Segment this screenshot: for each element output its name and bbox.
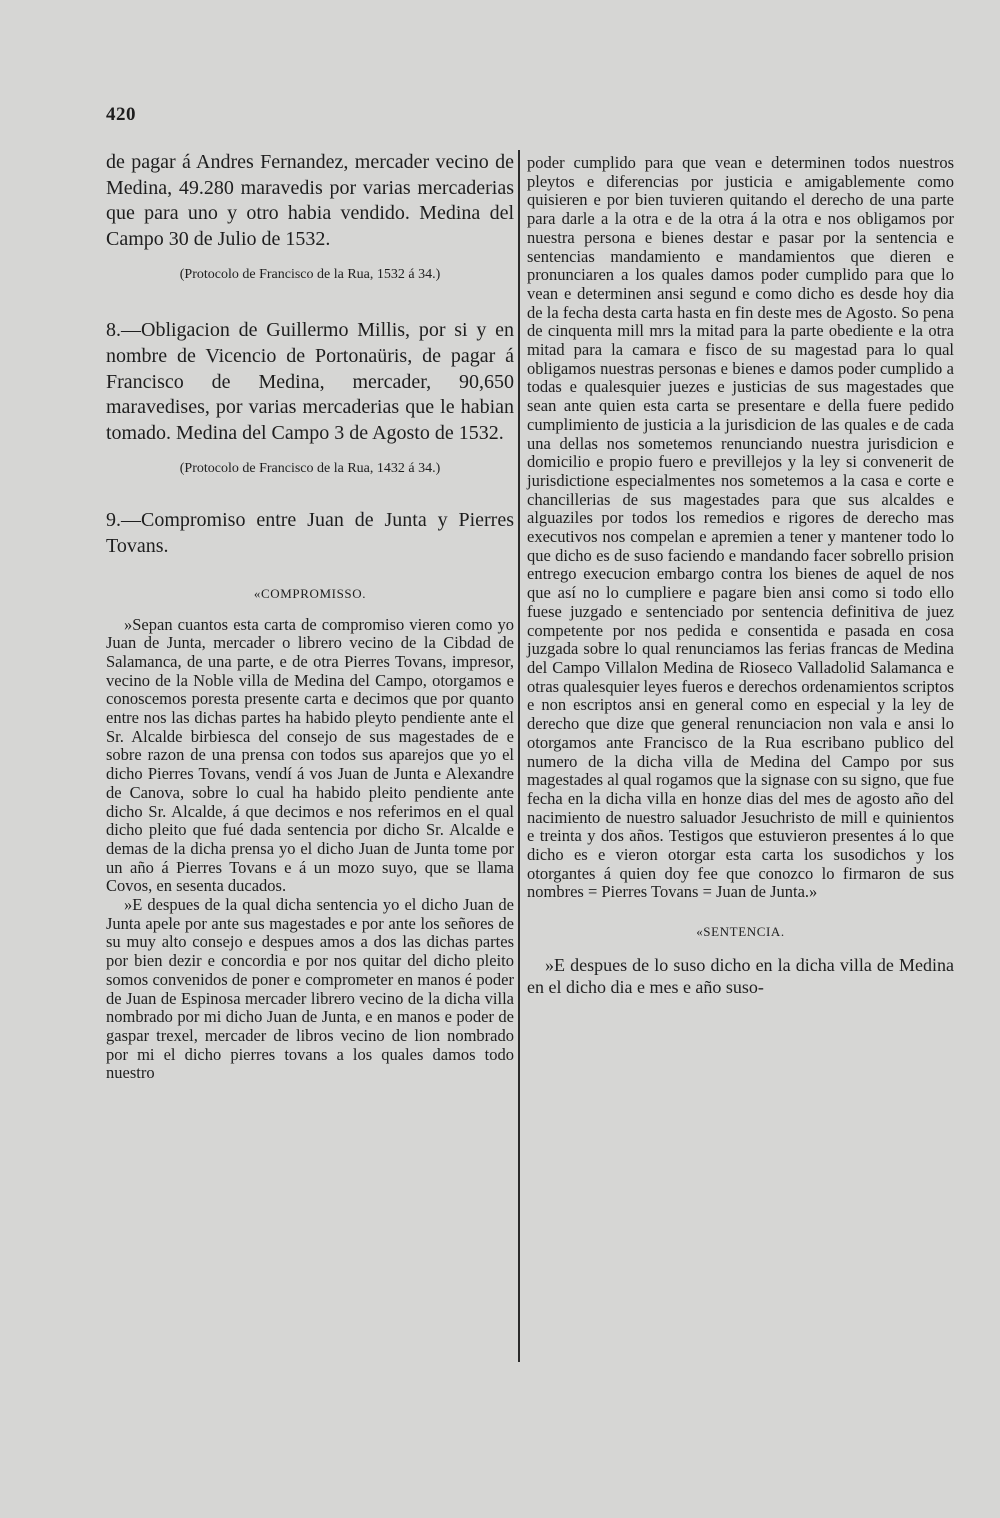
column-divider xyxy=(518,150,520,1362)
compromisso-continuation: poder cumplido para que vean e determinen todos nuestros pleytos e diferencias por justicia e amigablemente como quisieren e por bien tuvieren quitando el derecho de una parte para darle a la otra e de la otra á la otra e nos obligamos por nuestra persona e bienes destar e pasar por la sentencia e sentencias mandamiento e mandamientos que dieren e pronunciaren a los quales damos poder cumplido para que lo vean e determinen ansi segund e como dicho es desde hoy dia de la fecha desta carta hasta en fin deste mes de Agosto. So pena de cinquenta mill mrs la mitad para la parte obediente e la otra mitad para la camara e fisco de su magestad para lo qual obligamos nuestras personas e bienes e damos poder cumplido a todas e qualesquier juezes e justicias de sus magestades que sean ante quien esta carta se presentare e della fuere pedido cumplimiento de justicia a la jurisdicion de las quales e de cada una dellas nos sometemos renunciando nuestra jurisdicion e domicilio e propio fuero e previllejos y la ley si convenerit de jurisdictione especialmentes nos sometemos a la casa e corte e chancillerias de sus magestades para que sus alcaldes e alguaziles por todos los remedios e rigores de derecho mas executivos nos compelan e apremien a tener y mantener todo lo que dicho es de suso faciendo e mandando facer sobrello prision entrego execucion embargo contra los bienes de aquel de nos que así no lo cumpliere e pagare bien ansi como si todo ello fuese juzgado e sentenciado por sentencia definitiva de juez competente por nos pedida e consentida e pasada en cosa juzgada sobre lo qual renunciamos las ferias francas de Medina del Campo Villalon Medina de Rioseco Valladolid Salamanca e otras qualesquier leyes fueros e derechos ordenamientos scriptos e non escriptos ansi en general como en especial y la ley de derecho que dize que general renunciacion non vala e ansi lo otorgamos ante Francisco de la Rua escribano publico del numero de la dicha villa de Medina del Campo por sus magestades al qual rogamos que la signase con su signo, que fue fecha en la dicha villa en honze dias del mes de agosto año del nacimiento de nuestro saluador Jesuchristo de mill e quinientos e treinta y dos años. Testigos que estuvieron presentes á lo que dicho es e vieron otorgar esta carta los susodichos y los otorgantes á quien doy fee que conozco lo firmaron de sus nombres = Pierres Tovans = Juan de Junta.» xyxy=(527,153,954,902)
reference-1: (Protocolo de Francisco de la Rua, 1532 á 34.) xyxy=(179,267,441,283)
compromisso-paragraph-2: »E despues de la qual dicha sentencia yo el dicho Juan de Junta apele por ante sus magestades e por ante los señores de su muy alto consejo e despues amos a dos las dichas partes por bien dezir e concordia e por nos quitar del dicho pleito somos convenidos de poner e comprometer en manos é poder de Juan de Espinosa mercader librero vecino de la dicha villa nombrado por mi dicho Juan de Junta, e en manos e poder de gaspar trexel, mercader de libros vecino de lion nombrado por mi el dicho pierres tovans a los quales damos todo nuestro xyxy=(106,895,514,1083)
continuation-paragraph: de pagar á Andres Fernandez, mercader vecino de Medina, 49.280 maravedis por varias mercaderias que para uno y otro habia vendido. Medina del Campo 30 de Julio de 1532. xyxy=(106,151,514,250)
compromisso-paragraph-1: »Sepan cuantos esta carta de compromiso vieren como yo Juan de Junta, mercader o librero vecino de la Cibdad de Salamanca, de una parte, e de otra Pierres Tovans, impresor, vecino de la Noble villa de Medina del Campo, otorgamos e conoscemos poresta presente carta e decimos que por quanto entre nos las dichas partes ha habido pleyto pendiente ante el Sr. Alcalde birbiesca del consejo de sus magestades de e sobre razon de una prensa con todos sus aparejos que yo el dicho Pierres Tovans, vendí á vos Juan de Junta e Alexandre de Canova, sobre lo cual ha habido pleito pendiente ante dicho Sr. Alcalde, á que decimos e nos referimos en el qual dicho pleito que fué dada sentencia por dicho Sr. Alcalde e demas de la dicha prensa yo el dicho Juan de Junta tome por un año á Pierres Tovans e á un mozo suyo, que se llama Covos, en sesenta ducados. xyxy=(106,614,514,896)
compromisso-heading: «COMPROMISSO. xyxy=(253,585,367,601)
entry-8: 8.—Obligacion de Guillermo Millis, por si y en nombre de Vicencio de Portonaüris, de pagar á Francisco de Medina, mercader, 90,650 maravedises, por varias mercaderias que le habian tomado. Medina del Campo 3 de Agosto de 1532. xyxy=(106,319,514,444)
reference-2: (Protocolo de Francisco de la Rua, 1432 á 34.) xyxy=(179,461,441,477)
right-column xyxy=(527,154,954,998)
page-number: 420 xyxy=(106,104,136,125)
sentencia-heading: «SENTENCIA. xyxy=(696,924,785,940)
entry-9: 9.—Compromiso entre Juan de Junta y Pierres Tovans. xyxy=(106,509,514,557)
sentencia-paragraph: »E despues de lo suso dicho en la dicha villa de Medina en el dicho dia e mes e año suso- xyxy=(527,955,954,998)
left-column xyxy=(106,150,514,1083)
